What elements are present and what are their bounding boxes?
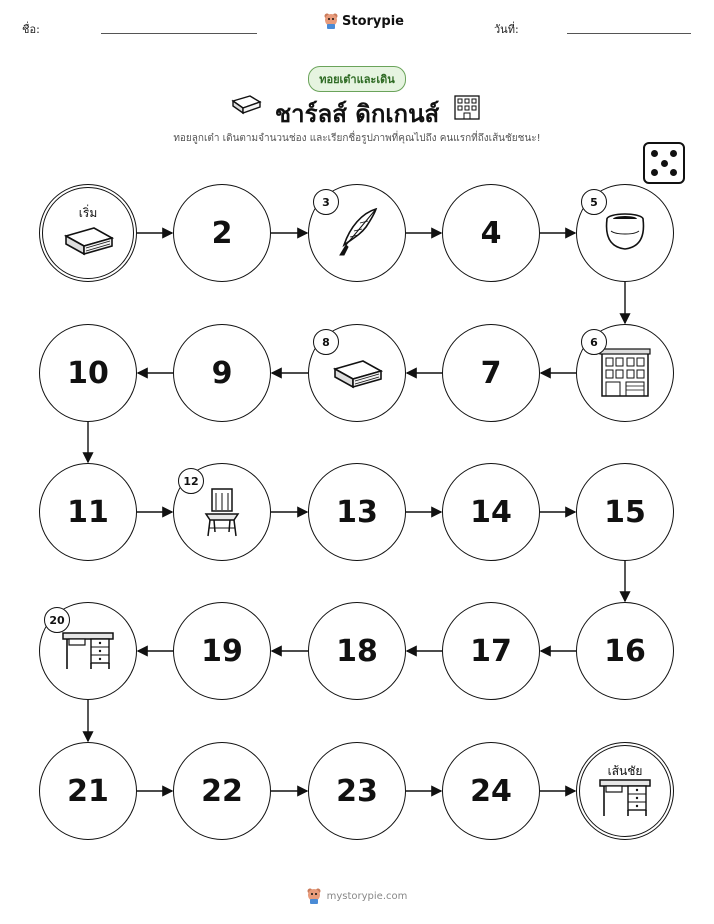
square-6 xyxy=(576,324,674,422)
square-number: 4 xyxy=(480,215,502,251)
square-20 xyxy=(39,602,137,700)
building-icon xyxy=(596,346,654,400)
square-12 xyxy=(173,463,271,561)
name-line xyxy=(101,33,257,34)
square-8 xyxy=(308,324,406,422)
square-number: 16 xyxy=(604,633,646,669)
square-number: 13 xyxy=(336,494,378,530)
square-number-badge: 5 xyxy=(581,189,607,215)
date-label: วันที่: xyxy=(494,23,519,36)
square-number: 23 xyxy=(336,773,378,809)
square-number-badge: 6 xyxy=(581,329,607,355)
square-7 xyxy=(442,324,540,422)
square-number: 22 xyxy=(201,773,243,809)
square-number: 19 xyxy=(201,633,243,669)
book-icon xyxy=(60,220,116,260)
square-4 xyxy=(442,184,540,282)
square-number: 10 xyxy=(67,355,109,391)
square-number-badge: 20 xyxy=(44,607,70,633)
square-24 xyxy=(442,742,540,840)
desk-icon xyxy=(598,776,652,820)
start-square xyxy=(39,184,137,282)
square-23 xyxy=(308,742,406,840)
square-22 xyxy=(173,742,271,840)
square-17 xyxy=(442,602,540,700)
die-five-icon xyxy=(643,142,685,184)
chair-icon xyxy=(202,486,242,538)
square-21 xyxy=(39,742,137,840)
square-11 xyxy=(39,463,137,561)
finish-square xyxy=(576,742,674,840)
square-5 xyxy=(576,184,674,282)
square-9 xyxy=(173,324,271,422)
square-19 xyxy=(173,602,271,700)
brand-name: Storypie xyxy=(342,13,404,29)
brand-logo xyxy=(324,13,404,29)
footer xyxy=(0,888,714,904)
square-number: 2 xyxy=(211,215,233,251)
footer-site: mystorypie.com xyxy=(326,890,408,902)
quill-pen-icon xyxy=(332,205,382,261)
square-14 xyxy=(442,463,540,561)
inkpot-icon xyxy=(600,211,650,255)
book-icon xyxy=(329,353,385,393)
square-10 xyxy=(39,324,137,422)
start-label: เริ่ม xyxy=(78,206,98,220)
square-16 xyxy=(576,602,674,700)
date-line xyxy=(567,33,691,34)
square-13 xyxy=(308,463,406,561)
square-number: 17 xyxy=(470,633,512,669)
square-number: 18 xyxy=(336,633,378,669)
square-15 xyxy=(576,463,674,561)
square-number: 21 xyxy=(67,773,109,809)
bear-mascot-icon xyxy=(307,888,321,904)
square-number: 7 xyxy=(480,355,502,391)
game-type-badge: ทอยเต๋าและเดิน xyxy=(308,66,406,92)
square-number: 15 xyxy=(604,494,646,530)
square-3 xyxy=(308,184,406,282)
square-number-badge: 3 xyxy=(313,189,339,215)
finish-label: เส้นชัย xyxy=(607,764,643,778)
square-number: 11 xyxy=(67,494,109,530)
bear-mascot-icon xyxy=(324,13,338,29)
square-2 xyxy=(173,184,271,282)
square-number: 9 xyxy=(211,355,233,391)
square-number: 14 xyxy=(470,494,512,530)
desk-icon xyxy=(61,629,115,673)
square-number-badge: 12 xyxy=(178,468,204,494)
page-title: ชาร์ลส์ ดิกเกนส์ xyxy=(274,100,440,128)
building-icon xyxy=(452,93,482,125)
name-label: ชื่อ: xyxy=(22,23,40,36)
square-number: 24 xyxy=(470,773,512,809)
instructions: ทอยลูกเต๋า เดินตามจำนวนช่อง และเรียกชื่อรูปภาพที่คุณไปถึง คนแรกที่ถึงเส้นชัยชนะ! xyxy=(173,133,541,144)
square-number-badge: 8 xyxy=(313,329,339,355)
square-18 xyxy=(308,602,406,700)
